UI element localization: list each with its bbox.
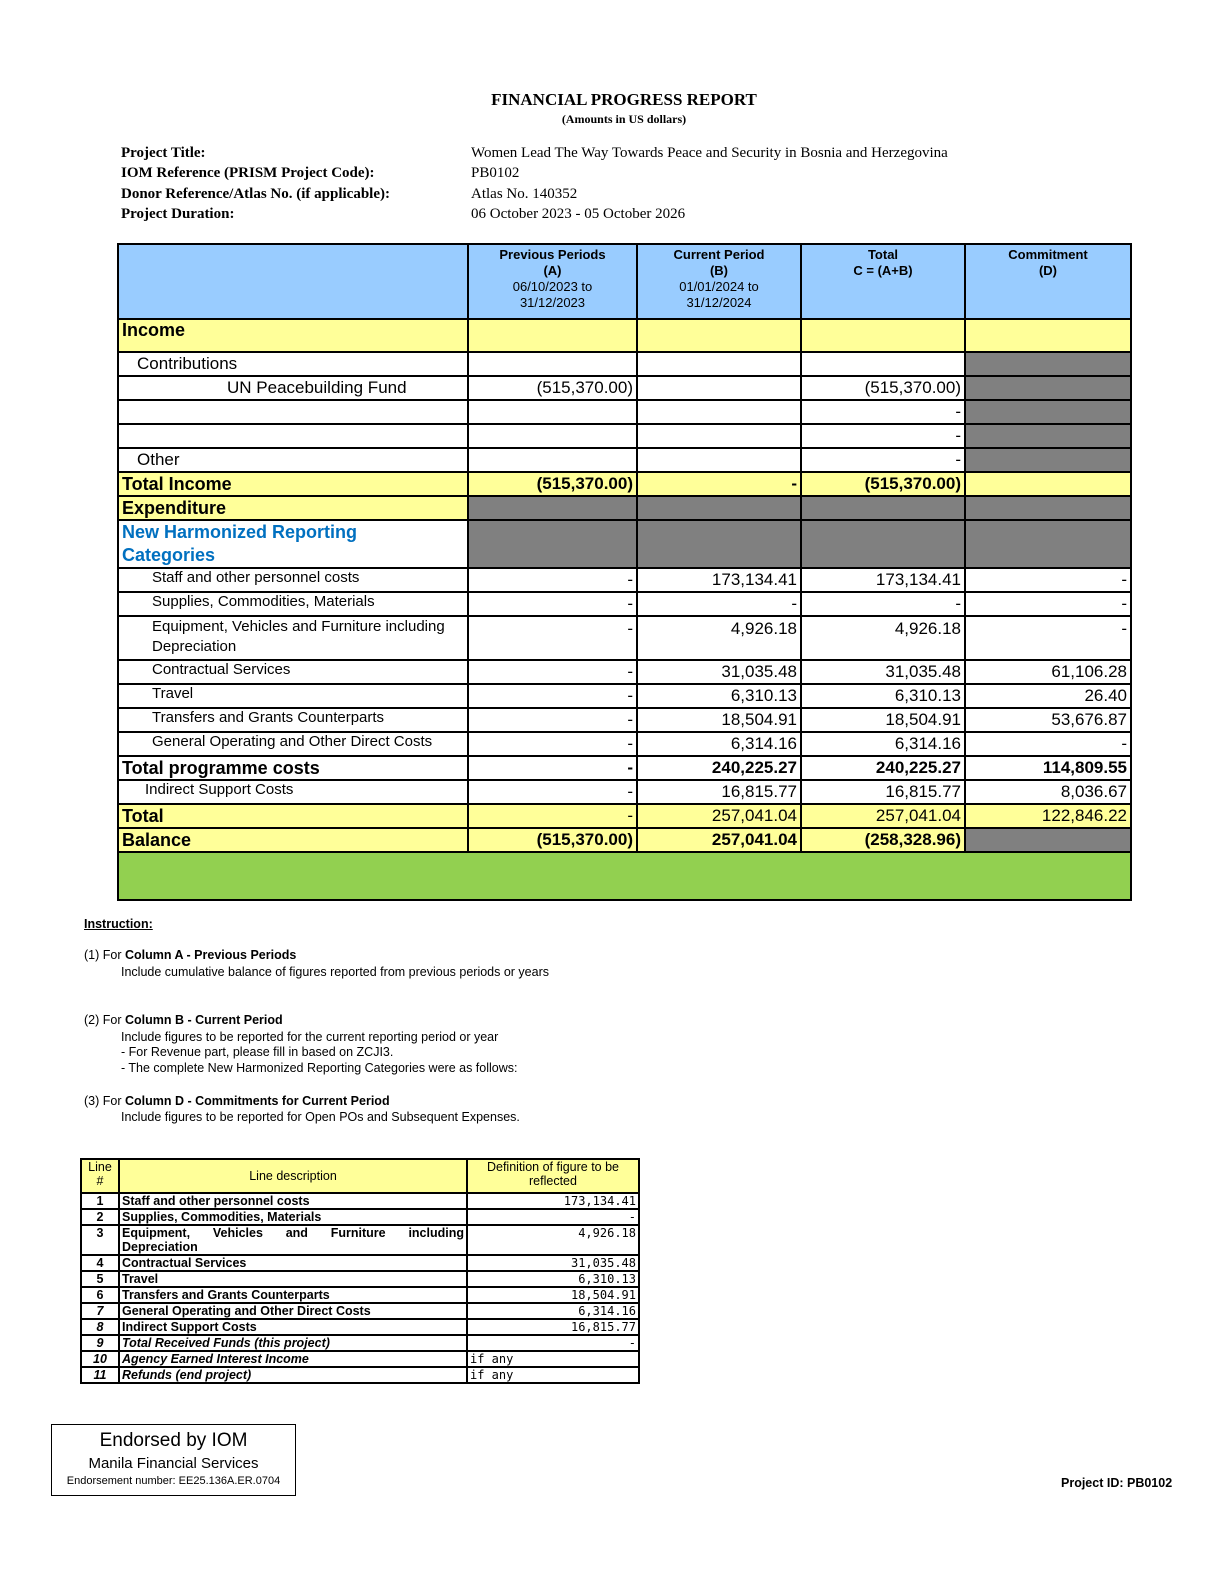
other-label: Other [118, 448, 468, 472]
total-income-current: - [637, 472, 801, 496]
table-row [81, 1255, 639, 1271]
total-income-label: Total Income [118, 472, 468, 496]
programme-total-current: 240,225.27 [637, 756, 801, 780]
line-number: 10 [81, 1351, 119, 1367]
indirect-total: 16,815.77 [801, 780, 965, 804]
instruction-2-text-2: - For Revenue part, please fill in based on ZCJI3. [121, 1045, 394, 1059]
line-number: 8 [81, 1319, 119, 1335]
line-number: 11 [81, 1367, 119, 1383]
income-row [118, 319, 1131, 352]
category-label: Travel [118, 684, 468, 708]
expenditure-row [118, 496, 1131, 520]
line-value: 6,310.13 [467, 1271, 639, 1287]
line-description: Total Received Funds (this project) [119, 1335, 467, 1351]
table-row [81, 1367, 639, 1383]
total-income-total: (515,370.00) [801, 472, 965, 496]
line-value: 31,035.48 [467, 1255, 639, 1271]
line-description-header: Line description [119, 1159, 467, 1193]
green-footer-row [118, 852, 1131, 900]
category-total: 18,504.91 [801, 708, 965, 732]
programme-total-label: Total programme costs [118, 756, 468, 780]
total-previous: - [468, 804, 637, 828]
balance-total: (258,328.96) [801, 828, 965, 852]
category-label: Contractual Services [118, 660, 468, 684]
blank-total-1: - [801, 400, 965, 424]
total-income-previous: (515,370.00) [468, 472, 637, 496]
category-current: 173,134.41 [637, 568, 801, 592]
line-definition-header: Definition of figure to be reflected [467, 1159, 639, 1193]
line-description: Agency Earned Interest Income [119, 1351, 467, 1367]
endorsement-stamp [51, 1424, 296, 1496]
balance-current: 257,041.04 [637, 828, 801, 852]
category-current: 6,310.13 [637, 684, 801, 708]
donor-reference-label: Donor Reference/Atlas No. (if applicable): [121, 186, 390, 202]
table-row [81, 1319, 639, 1335]
other-total: - [801, 448, 965, 472]
table-row [118, 592, 1131, 616]
category-commitment: - [965, 568, 1131, 592]
line-number-header: Line # [81, 1159, 119, 1193]
category-total: - [801, 592, 965, 616]
iom-reference-value: PB0102 [471, 165, 520, 181]
table-row [81, 1209, 639, 1225]
table-row [118, 616, 1131, 660]
line-description: Supplies, Commodities, Materials [119, 1209, 467, 1225]
line-number: 7 [81, 1303, 119, 1319]
category-label: Equipment, Vehicles and Furniture including Depreciation [118, 616, 468, 660]
line-value: - [467, 1209, 639, 1225]
header-current-period: Current Period (B) 01/01/2024 to 31/12/2024 [637, 244, 801, 319]
financial-table [117, 243, 1132, 901]
balance-row [118, 828, 1131, 852]
instruction-heading: Instruction: [84, 917, 153, 931]
category-previous: - [468, 660, 637, 684]
categories-label: New Harmonized Reporting Categories [118, 520, 468, 568]
instruction-3-text: Include figures to be reported for Open POs and Subsequent Expenses. [121, 1110, 520, 1124]
indirect-current: 16,815.77 [637, 780, 801, 804]
line-number: 9 [81, 1335, 119, 1351]
project-id: Project ID: PB0102 [1061, 1476, 1173, 1490]
line-description: Indirect Support Costs [119, 1319, 467, 1335]
instruction-2: (2) For Column B - Current Period [84, 1013, 283, 1027]
category-commitment: - [965, 732, 1131, 756]
category-total: 6,310.13 [801, 684, 965, 708]
income-label: Income [118, 319, 468, 352]
table-row [118, 684, 1131, 708]
programme-total-previous: - [468, 756, 637, 780]
header-total: Total C = (A+B) [801, 244, 965, 319]
line-description: Staff and other personnel costs [119, 1193, 467, 1209]
line-number: 6 [81, 1287, 119, 1303]
contributions-row [118, 352, 1131, 376]
programme-total-commitment: 114,809.55 [965, 756, 1131, 780]
table-row [81, 1287, 639, 1303]
project-duration-value: 06 October 2023 - 05 October 2026 [471, 206, 686, 222]
report-subtitle: (Amounts in US dollars) [561, 112, 687, 126]
endorsement-line-1: Endorsed by IOM [99, 1430, 248, 1451]
balance-previous: (515,370.00) [468, 828, 637, 852]
line-description-table [80, 1158, 640, 1384]
category-total: 31,035.48 [801, 660, 965, 684]
instruction-1: (1) For Column A - Previous Periods [84, 948, 297, 962]
total-commitment: 122,846.22 [965, 804, 1131, 828]
category-previous: - [468, 684, 637, 708]
header-previous-periods: Previous Periods (A) 06/10/2023 to 31/12/2023 [468, 244, 637, 319]
table-row [118, 660, 1131, 684]
total-label: Total [118, 804, 468, 828]
categories-row [118, 520, 1131, 568]
balance-label: Balance [118, 828, 468, 852]
table-row [81, 1225, 639, 1255]
line-number: 5 [81, 1271, 119, 1287]
table-row [118, 708, 1131, 732]
fund-label: UN Peacebuilding Fund [118, 376, 468, 400]
indirect-costs-row [118, 780, 1131, 804]
project-title-label: Project Title: [121, 145, 206, 161]
column-header-row [118, 244, 1131, 319]
table-row [118, 732, 1131, 756]
category-total: 173,134.41 [801, 568, 965, 592]
line-value: 18,504.91 [467, 1287, 639, 1303]
line-number: 3 [81, 1225, 119, 1255]
line-number: 4 [81, 1255, 119, 1271]
table-row [81, 1335, 639, 1351]
table-row [81, 1351, 639, 1367]
lines-header-row [81, 1159, 639, 1193]
total-current: 257,041.04 [637, 804, 801, 828]
fund-previous: (515,370.00) [468, 376, 637, 400]
indirect-commitment: 8,036.67 [965, 780, 1131, 804]
category-label: Transfers and Grants Counterparts [118, 708, 468, 732]
line-description: Travel [119, 1271, 467, 1287]
category-commitment: 53,676.87 [965, 708, 1131, 732]
category-previous: - [468, 568, 637, 592]
project-duration-label: Project Duration: [121, 206, 235, 222]
category-previous: - [468, 708, 637, 732]
line-number: 1 [81, 1193, 119, 1209]
iom-reference-label: IOM Reference (PRISM Project Code): [121, 165, 375, 181]
indirect-costs-label: Indirect Support Costs [118, 780, 468, 804]
instruction-2-text-1: Include figures to be reported for the current reporting period or year [121, 1030, 499, 1044]
line-value: 6,314.16 [467, 1303, 639, 1319]
endorsement-number: Endorsement number: EE25.136A.ER.0704 [66, 1475, 281, 1487]
expenditure-label: Expenditure [118, 496, 468, 520]
table-row [118, 424, 1131, 448]
total-row [118, 804, 1131, 828]
indirect-previous: - [468, 780, 637, 804]
line-value: 4,926.18 [467, 1225, 639, 1255]
category-label: General Operating and Other Direct Costs [118, 732, 468, 756]
line-value: 173,134.41 [467, 1193, 639, 1209]
category-current: 6,314.16 [637, 732, 801, 756]
programme-total-row [118, 756, 1131, 780]
line-number: 2 [81, 1209, 119, 1225]
table-row [118, 376, 1131, 400]
table-row [118, 568, 1131, 592]
line-value: if any [467, 1367, 639, 1383]
table-row [118, 400, 1131, 424]
header-commitment: Commitment (D) [965, 244, 1131, 319]
donor-reference-value: Atlas No. 140352 [471, 186, 578, 202]
category-current: 31,035.48 [637, 660, 801, 684]
programme-total-total: 240,225.27 [801, 756, 965, 780]
line-description: Refunds (end project) [119, 1367, 467, 1383]
table-row [81, 1303, 639, 1319]
category-label: Supplies, Commodities, Materials [118, 592, 468, 616]
category-commitment: 26.40 [965, 684, 1131, 708]
line-description: Transfers and Grants Counterparts [119, 1287, 467, 1303]
contributions-label: Contributions [118, 352, 468, 376]
endorsement-line-2: Manila Financial Services [88, 1455, 259, 1472]
line-value: - [467, 1335, 639, 1351]
category-current: 18,504.91 [637, 708, 801, 732]
category-current: - [637, 592, 801, 616]
report-title: FINANCIAL PROGRESS REPORT [491, 90, 757, 109]
category-commitment: - [965, 592, 1131, 616]
category-label: Staff and other personnel costs [118, 568, 468, 592]
project-title-value: Women Lead The Way Towards Peace and Security in Bosnia and Herzegovina [471, 145, 948, 161]
header-blank [118, 244, 468, 319]
category-total: 6,314.16 [801, 732, 965, 756]
table-row [81, 1271, 639, 1287]
line-description: Equipment, Vehicles and Furniture including Depreciation [119, 1225, 467, 1255]
category-previous: - [468, 592, 637, 616]
other-row [118, 448, 1131, 472]
line-value: if any [467, 1351, 639, 1367]
line-value: 16,815.77 [467, 1319, 639, 1335]
fund-total: (515,370.00) [801, 376, 965, 400]
table-row [81, 1193, 639, 1209]
category-total: 4,926.18 [801, 616, 965, 660]
category-previous: - [468, 616, 637, 660]
total-total: 257,041.04 [801, 804, 965, 828]
category-previous: - [468, 732, 637, 756]
total-income-row [118, 472, 1131, 496]
instruction-1-text: Include cumulative balance of figures reported from previous periods or years [121, 965, 549, 979]
blank-total-2: - [801, 424, 965, 448]
line-description: Contractual Services [119, 1255, 467, 1271]
category-commitment: 61,106.28 [965, 660, 1131, 684]
line-description: General Operating and Other Direct Costs [119, 1303, 467, 1319]
instruction-2-text-3: - The complete New Harmonized Reporting Categories were as follows: [121, 1061, 518, 1075]
category-commitment: - [965, 616, 1131, 660]
category-current: 4,926.18 [637, 616, 801, 660]
instruction-3: (3) For Column D - Commitments for Current Period [84, 1094, 390, 1108]
